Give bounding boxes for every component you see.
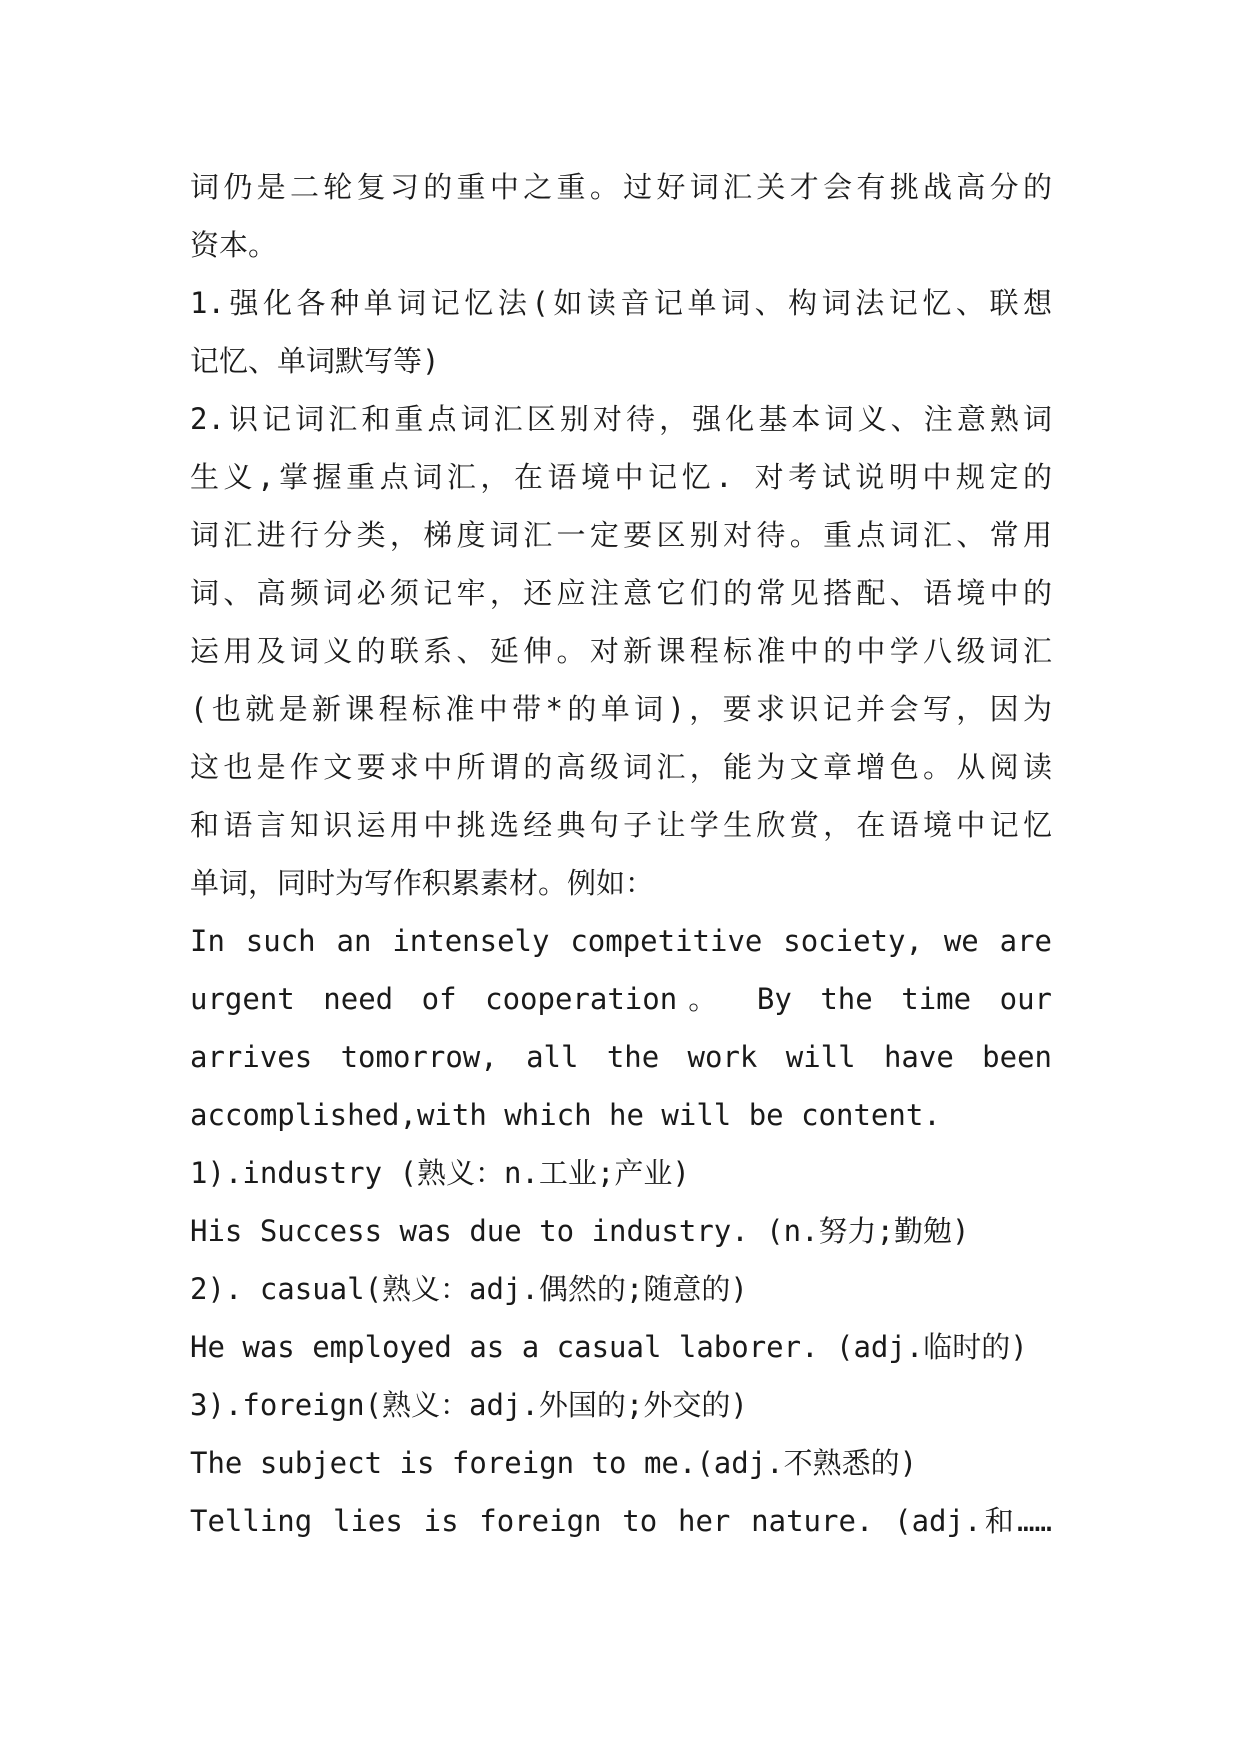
body-text: [190, 158, 1052, 1550]
text-line: 资本。: [190, 228, 278, 262]
text-line: The subject is foreign to me.(adj.不熟悉的): [190, 1446, 918, 1480]
text-line: 词、高频词必须记牢，还应注意它们的常见搭配、语境中的: [190, 576, 1052, 610]
text-line: 生义,掌握重点词汇，在语境中记忆. 对考试说明中规定的: [190, 460, 1052, 494]
text-line: 1.强化各种单词记忆法(如读音记单词、构词法记忆、联想: [190, 286, 1052, 320]
text-line: 运用及词义的联系、延伸。对新课程标准中的中学八级词汇: [190, 634, 1052, 668]
text-line: 单词，同时为写作积累素材。例如：: [190, 866, 655, 900]
text-line: 词汇进行分类，梯度词汇一定要区别对待。重点词汇、常用: [190, 518, 1052, 552]
text-line: arrives tomorrow, all the work will have been: [190, 1040, 1052, 1074]
text-line: 1).industry (熟义：n.工业;产业): [190, 1156, 690, 1190]
text-line: 2). casual(熟义：adj.偶然的;随意的): [190, 1272, 748, 1306]
text-line: 这也是作文要求中所谓的高级词汇，能为文章增色。从阅读: [190, 750, 1052, 784]
text-line: accomplished,with which he will be content.: [190, 1098, 941, 1132]
text-line: 记忆、单词默写等): [190, 344, 440, 378]
text-line: 词仍是二轮复习的重中之重。过好词汇关才会有挑战高分的: [190, 170, 1052, 204]
text-line: (也就是新课程标准中带*的单词)，要求识记并会写，因为: [190, 692, 1052, 726]
text-line: His Success was due to industry. (n.努力;勤勉): [190, 1214, 970, 1248]
text-line: urgent need of cooperation。 By the time our: [190, 982, 1052, 1016]
text-line: He was employed as a casual laborer. (adj.临时的): [190, 1330, 1028, 1364]
text-line: Telling lies is foreign to her nature. (adj.和……: [190, 1504, 1052, 1538]
text-line: 2.识记词汇和重点词汇区别对待，强化基本词义、注意熟词: [190, 402, 1052, 436]
text-line: 和语言知识运用中挑选经典句子让学生欣赏，在语境中记忆: [190, 808, 1052, 842]
text-line: In such an intensely competitive society, we are: [190, 924, 1052, 958]
text-line: 3).foreign(熟义：adj.外国的;外交的): [190, 1388, 748, 1422]
